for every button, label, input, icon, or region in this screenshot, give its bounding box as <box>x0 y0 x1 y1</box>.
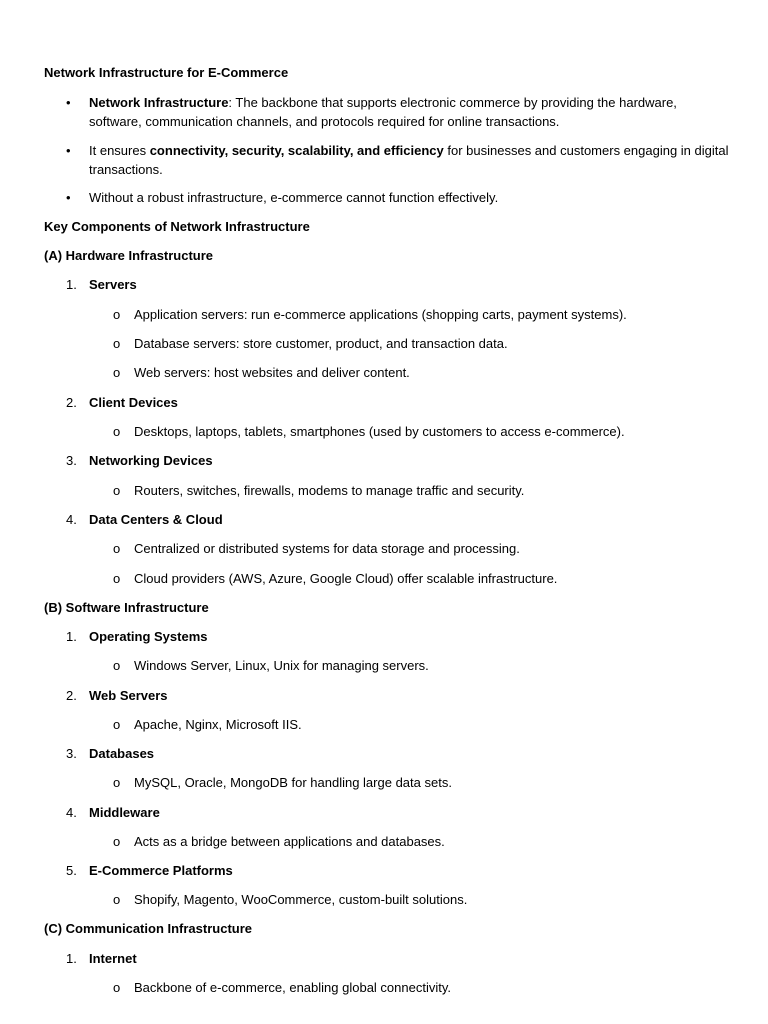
section-heading-hardware: (A) Hardware Infrastructure <box>44 248 214 263</box>
sub-marker: o <box>113 365 121 380</box>
sub-item: Windows Server, Linux, Unix for managing servers. <box>134 658 429 673</box>
document-title: Network Infrastructure for E-Commerce <box>44 65 289 80</box>
sub-marker: o <box>113 658 121 673</box>
section-heading-software: (B) Software Infrastructure <box>44 600 209 615</box>
item-title-internet: Internet <box>89 951 137 966</box>
item-number: 1. <box>66 951 77 966</box>
item-title-ecommerce-platforms: E-Commerce Platforms <box>89 863 233 878</box>
intro-bullet-1-text: : The backbone that supports electronic commerce by providing the hardware, software, communication channels, and protocols required for online transactions. <box>89 95 677 129</box>
sub-item: Web servers: host websites and deliver content. <box>134 365 410 380</box>
item-title-networking-devices: Networking Devices <box>89 453 213 468</box>
intro-bullet-2 <box>89 142 729 179</box>
key-components-heading: Key Components of Network Infrastructure <box>44 219 310 234</box>
sub-marker: o <box>113 424 121 439</box>
intro-bullet-1-bold: Network Infrastructure <box>89 95 229 110</box>
sub-item: MySQL, Oracle, MongoDB for handling large data sets. <box>134 775 452 790</box>
item-number: 1. <box>66 277 77 292</box>
sub-marker: o <box>113 834 121 849</box>
item-number: 3. <box>66 453 77 468</box>
sub-item: Apache, Nginx, Microsoft IIS. <box>134 717 302 732</box>
bullet-marker: • <box>66 95 71 110</box>
sub-marker: o <box>113 483 121 498</box>
sub-item: Database servers: store customer, product, and transaction data. <box>134 336 508 351</box>
intro-bullet-2-text: for businesses and customers engaging in digital transactions. <box>89 143 729 177</box>
bullet-marker: • <box>66 190 71 205</box>
sub-marker: o <box>113 892 121 907</box>
sub-marker: o <box>113 717 121 732</box>
sub-item: Centralized or distributed systems for data storage and processing. <box>134 541 520 556</box>
sub-marker: o <box>113 980 121 995</box>
sub-marker: o <box>113 541 121 556</box>
intro-bullet-2-pre: It ensures <box>89 143 150 158</box>
item-number: 4. <box>66 512 77 527</box>
item-title-databases: Databases <box>89 746 155 761</box>
bullet-marker: • <box>66 143 71 158</box>
sub-item: Routers, switches, firewalls, modems to manage traffic and security. <box>134 483 525 498</box>
item-number: 3. <box>66 746 77 761</box>
item-number: 4. <box>66 805 77 820</box>
sub-item: Acts as a bridge between applications and databases. <box>134 834 445 849</box>
sub-item: Desktops, laptops, tablets, smartphones (used by customers to access e-commerce). <box>134 424 625 439</box>
item-title-data-centers: Data Centers & Cloud <box>89 512 223 527</box>
sub-item: Backbone of e-commerce, enabling global connectivity. <box>134 980 451 995</box>
intro-bullet-1 <box>89 94 729 131</box>
item-number: 2. <box>66 688 77 703</box>
sub-marker: o <box>113 571 121 586</box>
item-number: 2. <box>66 395 77 410</box>
sub-marker: o <box>113 775 121 790</box>
item-number: 1. <box>66 629 77 644</box>
section-heading-communication: (C) Communication Infrastructure <box>44 921 253 936</box>
item-title-operating-systems: Operating Systems <box>89 629 208 644</box>
item-number: 5. <box>66 863 77 878</box>
intro-bullet-3: Without a robust infrastructure, e-commerce cannot function effectively. <box>89 190 499 205</box>
sub-marker: o <box>113 336 121 351</box>
sub-marker: o <box>113 307 121 322</box>
sub-item: Application servers: run e-commerce applications (shopping carts, payment systems). <box>134 307 627 322</box>
sub-item: Shopify, Magento, WooCommerce, custom-built solutions. <box>134 892 468 907</box>
item-title-servers: Servers <box>89 277 137 292</box>
item-title-web-servers: Web Servers <box>89 688 168 703</box>
sub-item: Cloud providers (AWS, Azure, Google Cloud) offer scalable infrastructure. <box>134 571 558 586</box>
intro-bullet-2-bold: connectivity, security, scalability, and efficiency <box>149 143 444 158</box>
item-title-client-devices: Client Devices <box>89 395 178 410</box>
item-title-middleware: Middleware <box>89 805 160 820</box>
